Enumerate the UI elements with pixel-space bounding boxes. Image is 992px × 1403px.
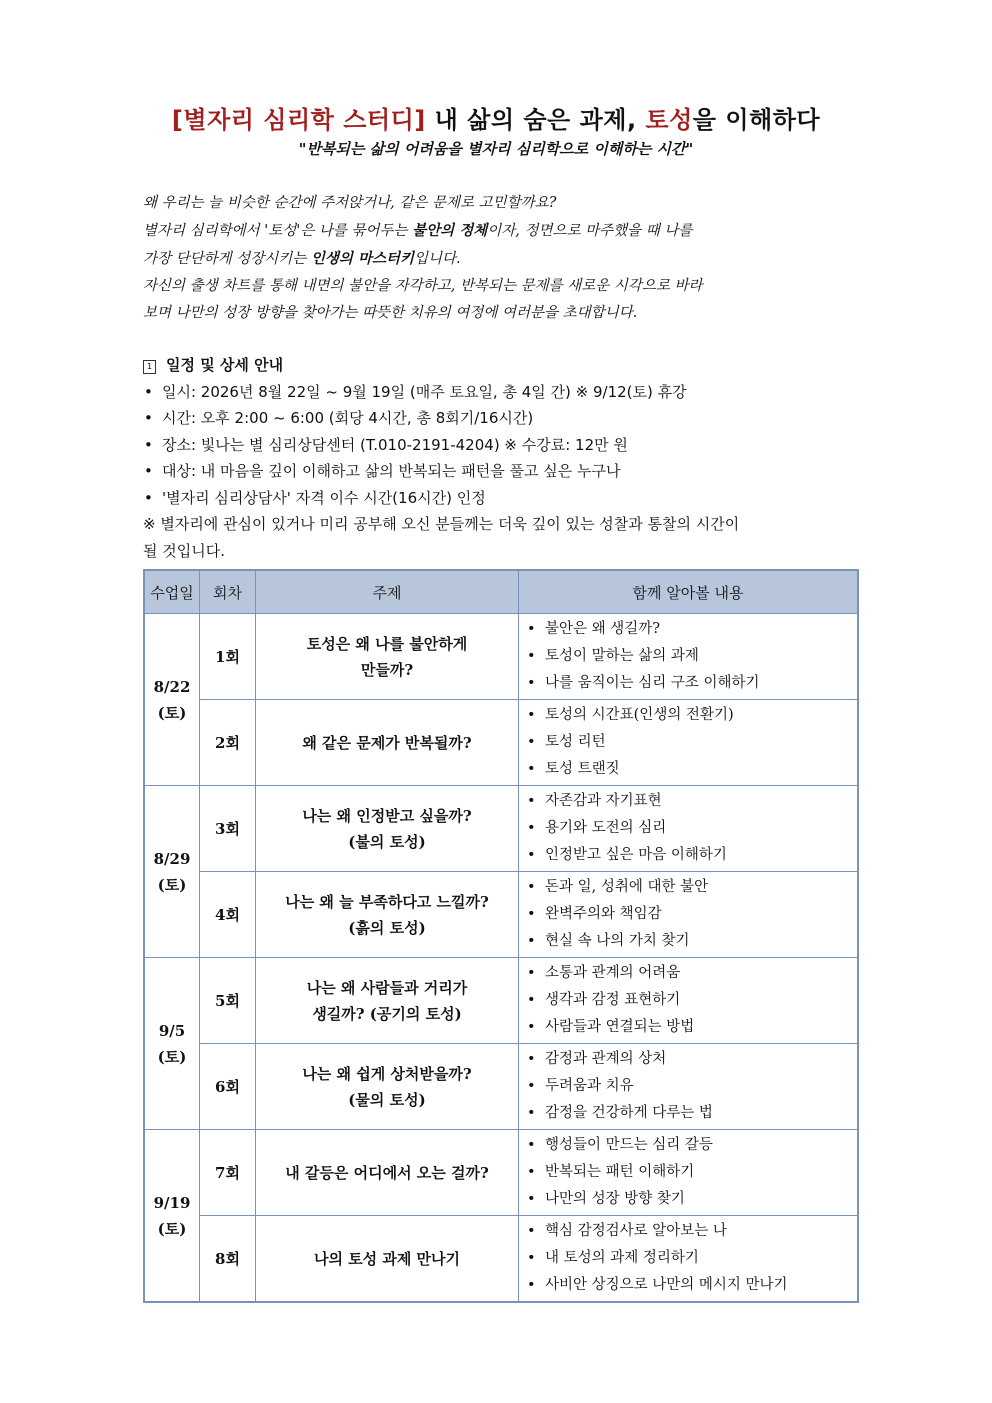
content-item: • 감정과 관계의 상처 [527, 1046, 857, 1073]
content-item: • 소통과 관계의 어려움 [527, 960, 857, 987]
content-list [519, 702, 857, 783]
session-number: 7회 [200, 1130, 256, 1216]
content-item: • 돈과 일, 성취에 대한 불안 [527, 874, 857, 901]
session-topic: 내 갈등은 어디에서 오는 걸까? [256, 1130, 519, 1216]
content-item: • 토성 트랜짓 [527, 756, 857, 783]
content-item: • 현실 속 나의 가치 찾기 [527, 928, 857, 955]
table-row [144, 958, 858, 1044]
page-title [0, 100, 992, 135]
title-bracket: [별자리 심리학 스터디] [171, 106, 426, 134]
subtitle: "반복되는 삶의 어려움을 별자리 심리학으로 이해하는 시간" [298, 140, 694, 158]
header-date: 수업일 [144, 570, 200, 614]
section-heading: 1 일정 및 상세 안내 [143, 352, 858, 379]
session-topic: 나는 왜 늘 부족하다고 느낄까? (흙의 토성) [256, 872, 519, 958]
details-list [143, 379, 858, 512]
content-item: • 인정받고 싶은 마음 이해하기 [527, 842, 857, 869]
intro-line: 별자리 심리학에서 '토성'은 나를 묶어두는 불안의 정체이자, 정면으로 마주했을 때 나를 [143, 222, 693, 239]
session-content [519, 872, 859, 958]
content-list [519, 1046, 857, 1127]
details-section [143, 352, 858, 564]
session-number: 5회 [200, 958, 256, 1044]
title-middle: 내 삶의 숨은 과제, [425, 106, 646, 134]
notice-text: ※ 별자리에 관심이 있거나 미리 공부해 오신 분들께는 더욱 깊이 있는 성찰과 통찰의 시간이 될 것입니다. [143, 515, 740, 560]
class-date: 8/29 (토) [144, 786, 200, 958]
content-item: • 토성의 시간표(인생의 전환기) [527, 702, 857, 729]
session-topic: 나는 왜 사람들과 거리가 생길까? (공기의 토성) [256, 958, 519, 1044]
table-row [144, 1044, 858, 1130]
content-item: • 자존감과 자기표현 [527, 788, 857, 815]
detail-item-date: • 일시: 2026년 8월 22일 ~ 9월 19일 (매주 토요일, 총 4일 간) ※ 9/12(토) 휴강 [143, 379, 858, 406]
detail-item-target: • 대상: 내 마음을 깊이 이해하고 삶의 반복되는 패턴을 풀고 싶은 누구나 [143, 458, 858, 485]
table-row [144, 872, 858, 958]
class-date: 9/19 (토) [144, 1130, 200, 1303]
title-end: 을 이해하다 [692, 106, 821, 134]
content-list [519, 1132, 857, 1213]
content-item: • 토성이 말하는 삶의 과제 [527, 643, 857, 670]
content-item: • 생각과 감정 표현하기 [527, 987, 857, 1014]
session-number: 4회 [200, 872, 256, 958]
detail-item-place: • 장소: 빛나는 별 심리상담센터 (T.010-2191-4204) ※ 수강료: 12만 원 [143, 432, 858, 459]
detail-item-certificate: • '별자리 심리상담사' 자격 이수 시간(16시간) 인정 [143, 485, 858, 512]
session-topic: 나는 왜 쉽게 상처받을까? (물의 토성) [256, 1044, 519, 1130]
class-date: 8/22 (토) [144, 614, 200, 786]
content-item: • 두려움과 치유 [527, 1073, 857, 1100]
table-row [144, 614, 858, 700]
content-item: • 내 토성의 과제 정리하기 [527, 1245, 857, 1272]
content-item: • 나를 움직이는 심리 구조 이해하기 [527, 670, 857, 697]
intro-emphasis: 불안의 정체 [412, 222, 488, 239]
session-topic: 나의 토성 과제 만나기 [256, 1216, 519, 1303]
session-topic: 토성은 왜 나를 불안하게 만들까? [256, 614, 519, 700]
content-list [519, 1218, 857, 1299]
content-item: • 사람들과 연결되는 방법 [527, 1014, 857, 1041]
table-row [144, 700, 858, 786]
content-item: • 불안은 왜 생길까? [527, 616, 857, 643]
session-content [519, 1130, 859, 1216]
numbered-box-icon: 1 [143, 360, 156, 374]
content-item: • 감정을 건강하게 다루는 법 [527, 1100, 857, 1127]
content-item: • 나만의 성장 방향 찾기 [527, 1186, 857, 1213]
session-number: 1회 [200, 614, 256, 700]
content-list [519, 960, 857, 1041]
table-row [144, 1130, 858, 1216]
detail-item-time: • 시간: 오후 2:00 ~ 6:00 (회당 4시간, 총 8회기/16시간) [143, 405, 858, 432]
session-number: 2회 [200, 700, 256, 786]
schedule-table [143, 569, 859, 1303]
title-highlight: 토성 [645, 106, 693, 134]
session-number: 6회 [200, 1044, 256, 1130]
intro-line: 자신의 출생 차트를 통해 내면의 불안을 자각하고, 반복되는 문제를 새로운 시각으로 바라 [143, 278, 703, 294]
content-item: • 사비안 상징으로 나만의 메시지 만나기 [527, 1272, 857, 1299]
content-item: • 행성들이 만드는 심리 갈등 [527, 1132, 857, 1159]
session-number: 3회 [200, 786, 256, 872]
session-content [519, 958, 859, 1044]
content-item: • 핵심 감정검사로 알아보는 나 [527, 1218, 857, 1245]
session-content [519, 1216, 859, 1303]
content-item: • 반복되는 패턴 이해하기 [527, 1159, 857, 1186]
table-row [144, 786, 858, 872]
table-header-row [144, 570, 858, 614]
session-content [519, 614, 859, 700]
content-item: • 완벽주의와 책임감 [527, 901, 857, 928]
session-content [519, 700, 859, 786]
header-content: 함께 알아볼 내용 [519, 570, 859, 614]
session-content [519, 786, 859, 872]
header-session: 회차 [200, 570, 256, 614]
intro-line: 가장 단단하게 성장시키는 인생의 마스터키입니다. [143, 250, 461, 267]
session-content [519, 1044, 859, 1130]
intro-line: 보며 나만의 성장 방향을 찾아가는 따뜻한 치유의 여정에 여러분을 초대합니다. [143, 305, 638, 321]
content-item: • 토성 리턴 [527, 729, 857, 756]
header-topic: 주제 [256, 570, 519, 614]
session-topic: 왜 같은 문제가 반복될까? [256, 700, 519, 786]
content-list [519, 874, 857, 955]
content-list [519, 788, 857, 869]
session-topic: 나는 왜 인정받고 싶을까? (불의 토성) [256, 786, 519, 872]
content-list [519, 616, 857, 697]
intro-text [143, 190, 863, 327]
intro-emphasis: 인생의 마스터키 [310, 250, 415, 267]
session-number: 8회 [200, 1216, 256, 1303]
content-item: • 용기와 도전의 심리 [527, 815, 857, 842]
table-row [144, 1216, 858, 1303]
class-date: 9/5 (토) [144, 958, 200, 1130]
intro-line: 왜 우리는 늘 비슷한 순간에 주저앉거나, 같은 문제로 고민할까요? [143, 195, 557, 211]
